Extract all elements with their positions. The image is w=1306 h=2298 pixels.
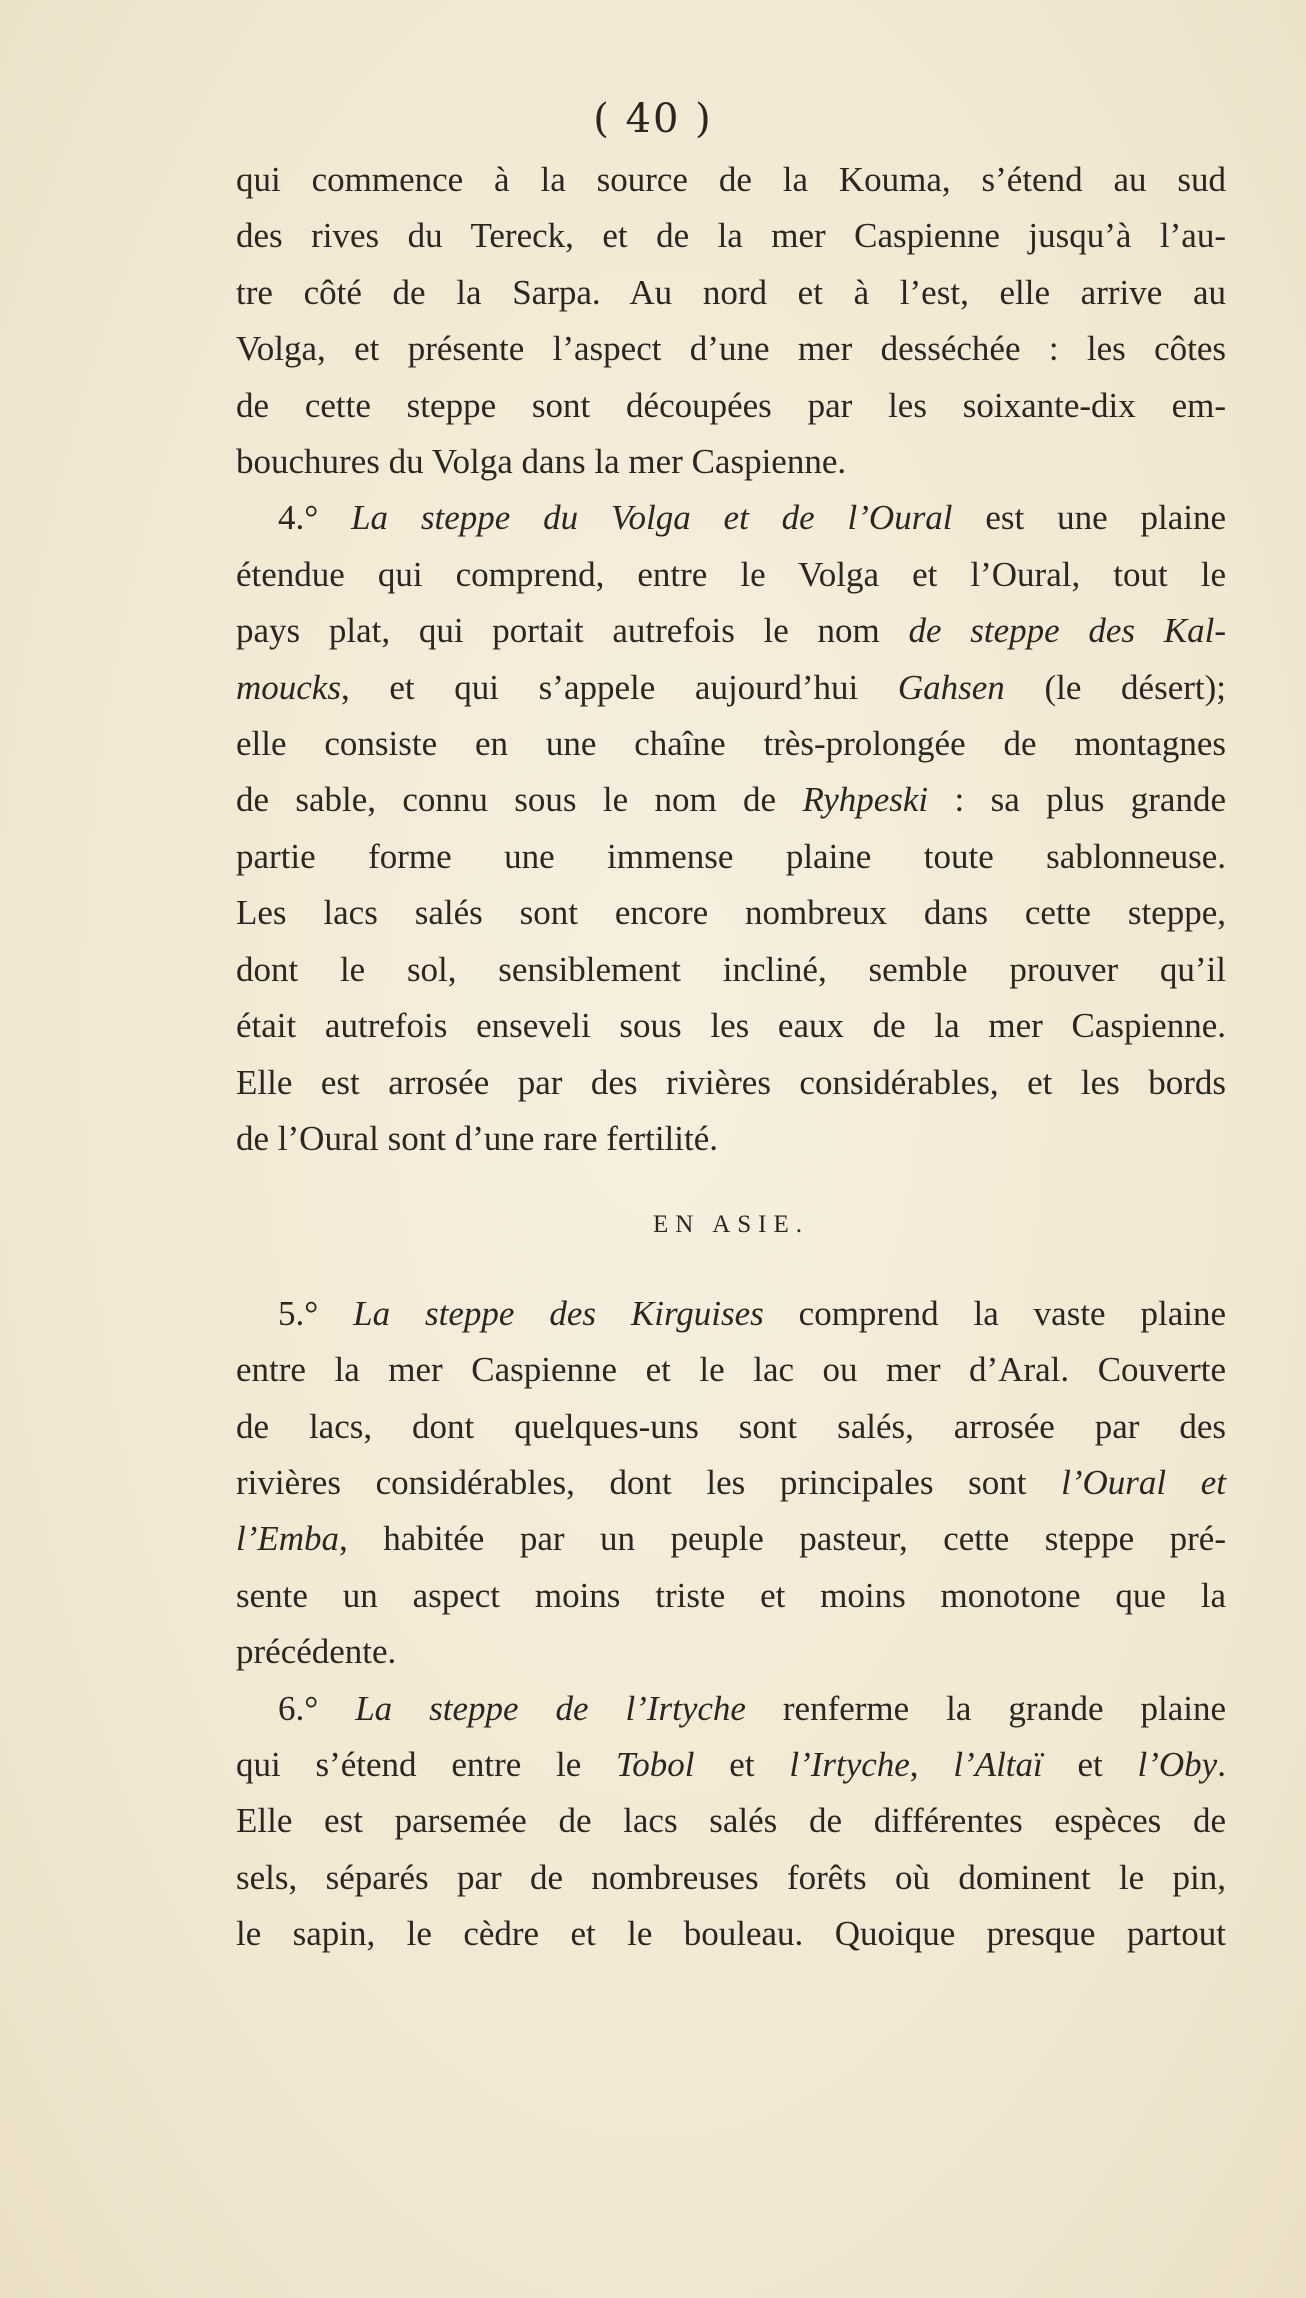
- text-run: 4.°: [278, 498, 352, 538]
- text-line: [236, 716, 1226, 772]
- text-run: sente un aspect moins triste et moins monotone que la: [236, 1575, 1226, 1615]
- text-run: qui commence à la source de la Kouma, s’étend au sud: [236, 160, 1226, 199]
- text-run: tre côté de la Sarpa. Au nord et à l’est, elle arrive au: [236, 272, 1226, 312]
- text-run: , habitée par un peuple pasteur, cette steppe pré-: [339, 1519, 1226, 1559]
- text-run: de cette steppe sont découpées par les soixante-dix em-: [236, 385, 1226, 425]
- text-run: pays plat, qui portait autrefois le nom: [236, 611, 909, 651]
- italic-term: l’Oby: [1137, 1744, 1218, 1784]
- italic-term: l’Altaï: [953, 1744, 1043, 1784]
- text-run: de sable, connu sous le nom de: [236, 780, 803, 820]
- text-run: des rives du Tereck, et de la mer Caspienne jusqu’à l’au-: [236, 216, 1226, 256]
- text-line: [236, 603, 1226, 659]
- italic-term: l’Irtyche: [789, 1744, 910, 1784]
- section-heading: EN ASIE.: [653, 1211, 809, 1239]
- text-line: [236, 1399, 1226, 1455]
- italic-term: l’Emba: [236, 1519, 340, 1559]
- text-line: [236, 829, 1226, 885]
- text-line: [236, 265, 1226, 321]
- text-run: dont le sol, sensiblement incliné, semble prouver qu’il: [236, 949, 1226, 989]
- italic-term: Gahsen: [897, 667, 1005, 707]
- text-line: [236, 1793, 1226, 1849]
- text-line: [236, 1455, 1226, 1511]
- text-line: [236, 1111, 1226, 1167]
- text-run: Elle est arrosée par des rivières considérables, et les bords: [236, 1062, 1226, 1102]
- text-run: 5.°: [278, 1293, 354, 1333]
- italic-term: La steppe du Volga et de l’Oural: [351, 498, 953, 538]
- text-run: comprend la vaste plaine: [763, 1293, 1227, 1333]
- text-run: qui s’étend entre le: [236, 1744, 617, 1784]
- text-run: : sa plus grande: [928, 780, 1227, 820]
- text-run: et: [694, 1744, 790, 1784]
- text-line: [236, 772, 1226, 828]
- text-run: bouchures du Volga dans la mer Caspienne.: [236, 442, 847, 482]
- text-line: [236, 942, 1226, 998]
- italic-term: La steppe des Kirguises: [353, 1293, 764, 1333]
- text-line: [236, 490, 1226, 546]
- text-run: renferme la grande plaine: [745, 1688, 1227, 1728]
- text-line: [236, 547, 1226, 603]
- text-run: entre la mer Caspienne et le lac ou mer d’Aral. Couverte: [236, 1350, 1226, 1390]
- text-run: 6.°: [278, 1688, 356, 1728]
- text-line: [236, 1681, 1226, 1737]
- text-line: [236, 1906, 1226, 1962]
- text-line: [236, 998, 1226, 1054]
- text-run: (le désert);: [1004, 667, 1226, 707]
- body-text: [236, 152, 1226, 1963]
- text-line: [236, 434, 1226, 490]
- text-line: [236, 1286, 1226, 1342]
- page-number: ( 40 ): [593, 96, 713, 142]
- text-run: Volga, et présente l’aspect d’une mer desséchée : les côtes: [236, 329, 1226, 369]
- italic-term: Ryhpeski: [802, 780, 929, 820]
- text-run: sels, séparés par de nombreuses forêts où dominent le pin,: [236, 1857, 1226, 1897]
- italic-term: de steppe des Kal-: [908, 611, 1227, 651]
- text-line: [236, 1737, 1226, 1793]
- text-line: [236, 321, 1226, 377]
- text-run: , et qui s’appele aujourd’hui: [340, 667, 898, 707]
- text-line: [236, 660, 1226, 716]
- text-line: [236, 208, 1226, 264]
- italic-term: l’Oural et: [1061, 1462, 1227, 1502]
- text-run: Les lacs salés sont encore nombreux dans cette steppe,: [236, 893, 1226, 933]
- text-run: Elle est parsemée de lacs salés de différentes espèces de: [236, 1801, 1226, 1841]
- text-run: était autrefois enseveli sous les eaux de la mer Caspienne.: [236, 1006, 1226, 1046]
- text-line: [236, 885, 1226, 941]
- text-run: de l’Oural sont d’une rare fertilité.: [236, 1118, 719, 1158]
- text-line: [236, 1511, 1226, 1567]
- italic-term: moucks: [236, 667, 341, 707]
- text-run: elle consiste en une chaîne très-prolongée de montagnes: [236, 724, 1226, 764]
- text-run: est une plaine: [952, 498, 1227, 538]
- text-run: de lacs, dont quelques-uns sont salés, arrosée par des: [236, 1406, 1226, 1446]
- text-line: [236, 1568, 1226, 1624]
- text-line: [236, 1850, 1226, 1906]
- paragraph-block-europe: [236, 152, 1226, 1167]
- italic-term: Tobol: [616, 1744, 695, 1784]
- text-line: [236, 1624, 1226, 1680]
- text-run: étendue qui comprend, entre le Volga et l’Oural, tout le: [236, 554, 1226, 594]
- text-run: partie forme une immense plaine toute sablonneuse.: [236, 836, 1226, 876]
- text-run: rivières considérables, dont les principales sont: [236, 1462, 1062, 1502]
- text-run: ,: [909, 1744, 954, 1784]
- text-run: le sapin, le cèdre et le bouleau. Quoique presque partout: [236, 1914, 1226, 1954]
- italic-term: La steppe de l’Irtyche: [355, 1688, 746, 1728]
- text-run: précédente.: [236, 1632, 397, 1672]
- text-line: [236, 152, 1226, 208]
- text-run: .: [1217, 1744, 1226, 1784]
- text-line: [236, 1342, 1226, 1398]
- text-line: [236, 378, 1226, 434]
- paragraph-block-asia: [236, 1286, 1226, 1963]
- text-run: et: [1042, 1744, 1138, 1784]
- text-line: [236, 1055, 1226, 1111]
